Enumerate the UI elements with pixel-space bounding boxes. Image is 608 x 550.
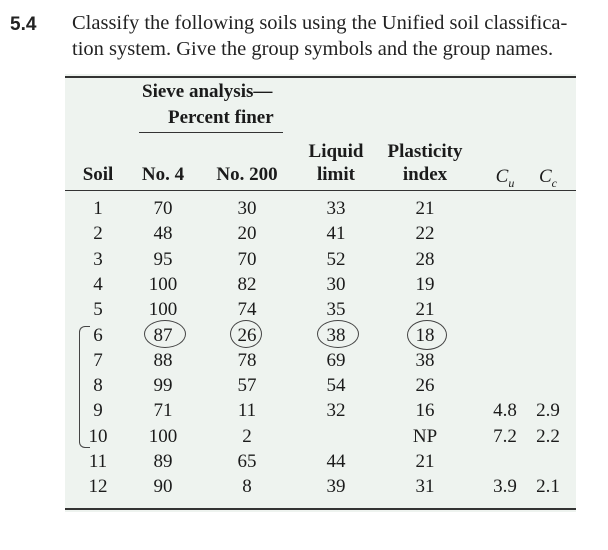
problem-statement-line-2: tion system. Give the group symbols and the group names. bbox=[72, 38, 554, 60]
header-no4: No. 4 bbox=[141, 164, 185, 185]
cell-cc: 2.2 bbox=[536, 425, 560, 447]
cell-no200: 82 bbox=[237, 273, 257, 295]
cell-no4: 100 bbox=[148, 425, 178, 447]
cell-soil: 6 bbox=[93, 324, 103, 346]
bracket-mark-rows-6-10 bbox=[79, 326, 90, 448]
cell-no200: 74 bbox=[237, 299, 257, 321]
cell-soil: 8 bbox=[93, 375, 103, 397]
cell-pi: 21 bbox=[415, 198, 435, 219]
cell-pi: 28 bbox=[415, 248, 435, 270]
cell-pi: 38 bbox=[415, 349, 435, 371]
cell-no200: 11 bbox=[237, 400, 257, 422]
cell-no200: 78 bbox=[237, 349, 257, 371]
cell-pi: 26 bbox=[415, 375, 435, 397]
cell-ll: 44 bbox=[326, 451, 346, 472]
sieve-group-header-line-1: Sieve analysis— bbox=[142, 81, 273, 102]
problem-number: 5.4 bbox=[10, 14, 37, 35]
cell-pi: NP bbox=[412, 425, 438, 447]
cell-no4: 95 bbox=[153, 248, 173, 270]
cell-pi: 18 bbox=[415, 324, 435, 346]
cell-pi: 21 bbox=[415, 299, 435, 321]
cell-no4: 87 bbox=[153, 324, 173, 346]
cell-no4: 99 bbox=[153, 375, 173, 397]
sieve-group-underline bbox=[139, 132, 283, 133]
cell-ll: 33 bbox=[326, 198, 346, 219]
cell-ll: 35 bbox=[326, 299, 346, 321]
problem-statement bbox=[72, 10, 592, 62]
cell-ll: 39 bbox=[326, 476, 346, 498]
cell-soil: 3 bbox=[93, 248, 103, 270]
cell-soil: 12 bbox=[88, 476, 108, 498]
cell-no200: 26 bbox=[237, 324, 257, 346]
cell-ll: 54 bbox=[326, 375, 346, 397]
cell-soil: 7 bbox=[93, 349, 103, 371]
sieve-group-header-line-2: Percent finer bbox=[168, 107, 274, 128]
cell-cc: 2.9 bbox=[536, 400, 560, 422]
header-no200: No. 200 bbox=[216, 164, 278, 185]
cell-ll: 38 bbox=[326, 324, 346, 346]
cell-ll: 52 bbox=[326, 248, 346, 270]
cell-no200: 57 bbox=[237, 375, 257, 397]
cell-soil: 5 bbox=[93, 299, 103, 321]
cell-no4: 100 bbox=[148, 299, 178, 321]
header-bottom-rule bbox=[65, 190, 576, 191]
cell-cu: 4.8 bbox=[493, 400, 517, 422]
cell-soil: 11 bbox=[88, 451, 108, 472]
cell-no4: 100 bbox=[148, 273, 178, 295]
cell-cu: 7.2 bbox=[493, 425, 517, 447]
cell-pi: 31 bbox=[415, 476, 435, 498]
cell-pi: 22 bbox=[415, 223, 435, 245]
header-liquid-line-2: limit bbox=[317, 164, 355, 185]
cell-no4: 71 bbox=[153, 400, 173, 422]
cell-soil: 10 bbox=[88, 425, 108, 447]
header-plasticity-line-1: Plasticity bbox=[387, 141, 463, 162]
cell-no200: 30 bbox=[237, 198, 257, 219]
problem-statement-line-1: Classify the following soils using the Unified soil classifica- bbox=[72, 12, 568, 34]
header-soil: Soil bbox=[82, 164, 114, 185]
cell-soil: 4 bbox=[93, 273, 103, 295]
cell-no4: 88 bbox=[153, 349, 173, 371]
cell-cc: 2.1 bbox=[536, 476, 560, 498]
table-bottom-rule bbox=[65, 508, 576, 510]
cell-no4: 70 bbox=[153, 198, 173, 219]
cell-no4: 48 bbox=[153, 223, 173, 245]
cell-soil: 1 bbox=[93, 198, 103, 219]
cell-no200: 20 bbox=[237, 223, 257, 245]
cell-no200: 2 bbox=[242, 425, 252, 447]
cell-no200: 70 bbox=[237, 248, 257, 270]
cell-no4: 89 bbox=[153, 451, 173, 472]
cell-ll: 32 bbox=[326, 400, 346, 422]
cell-soil: 9 bbox=[93, 400, 103, 422]
header-liquid-line-1: Liquid bbox=[308, 141, 364, 162]
header-cu: $C_u$ bbox=[495, 166, 515, 190]
cell-no200: 65 bbox=[237, 451, 257, 472]
cell-pi: 16 bbox=[415, 400, 435, 422]
table-top-rule bbox=[65, 76, 576, 78]
cell-pi: 21 bbox=[415, 451, 435, 472]
header-plasticity-line-2: index bbox=[402, 164, 448, 185]
cell-cu: 3.9 bbox=[493, 476, 517, 498]
header-cc: $C_c$ bbox=[538, 166, 558, 190]
cell-no200: 8 bbox=[242, 476, 252, 498]
cell-ll: 30 bbox=[326, 273, 346, 295]
cell-pi: 19 bbox=[415, 273, 435, 295]
cell-no4: 90 bbox=[153, 476, 173, 498]
cell-soil: 2 bbox=[93, 223, 103, 245]
cell-ll: 69 bbox=[326, 349, 346, 371]
cell-ll: 41 bbox=[326, 223, 346, 245]
